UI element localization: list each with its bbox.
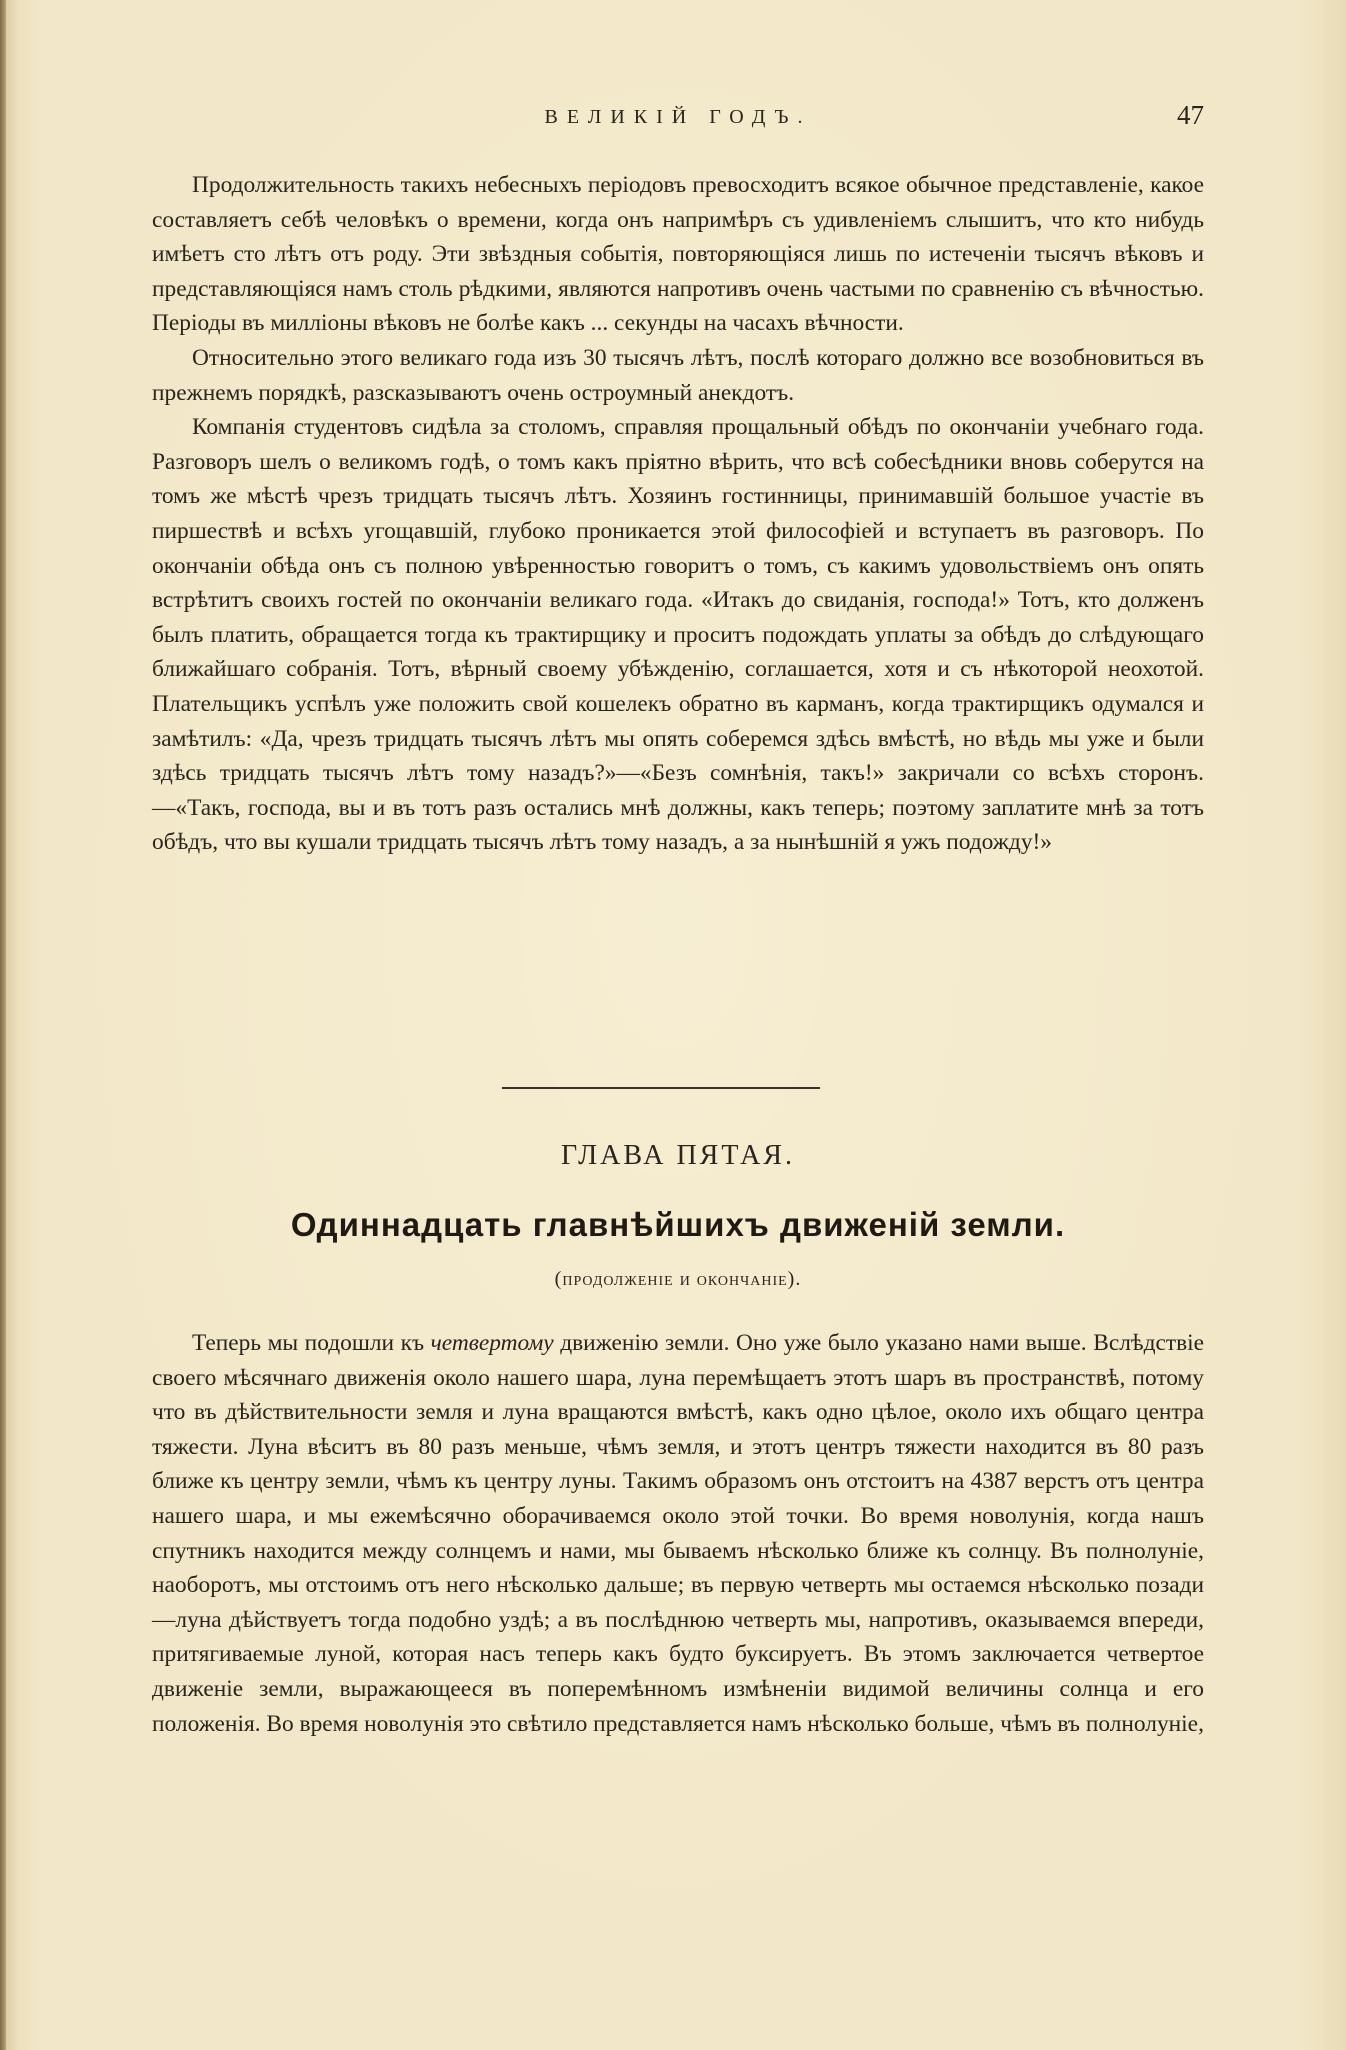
paragraph: Компанія студентовъ сидѣла за столомъ, справляя прощальный обѣдъ по окончаніи учебнаго года. Разговоръ шелъ о великомъ годѣ, о томъ какъ пріятно вѣрить, что всѣ собесѣдники вновь соберутся на томъ же мѣстѣ чрезъ тридцать тысячъ лѣтъ. Хозяинъ гостинницы, принимавшій большое участіе въ пиршествѣ и всѣхъ угощавшій, глубоко проникается этой философіей и вступаетъ въ разговоръ. По окончаніи обѣда онъ съ полною увѣренностью говоритъ о томъ, съ какимъ удовольствіемъ онъ опять встрѣтитъ своихъ гостей по окончаніи великаго года. «Итакъ до свиданія, господа!» Тотъ, кто долженъ былъ платить, обращается тогда къ трактирщику и проситъ подождать уплаты за обѣдъ до слѣдующаго ближайшаго собранія. Тотъ, вѣрный своему убѣжденію, соглашается, хотя и съ нѣкоторой неохотой. Плательщикъ успѣлъ уже положить свой кошелекъ обратно въ карманъ, когда трактирщикъ одумался и замѣтилъ: «Да, чрезъ тридцать тысячъ лѣтъ мы опять соберемся здѣсь вмѣстѣ, но вѣдь мы уже и были здѣсь тридцать тысячъ лѣтъ тому назадъ?»—«Безъ сомнѣнія, такъ!» закричали со всѣхъ сторонъ.—«Такъ, господа, вы и въ тотъ разъ остались мнѣ должны, какъ теперь; поэтому заплатите мнѣ за тотъ обѣдъ, что вы кушали тридцать тысячъ лѣтъ тому назадъ, а за нынѣшній я ужъ подожду!»	[152, 414, 1204, 856]
paragraph	[152, 1326, 1204, 1741]
chapter-title: Одиннадцать главнѣйшихъ движеній земли.	[290, 1206, 1066, 1243]
section-fourth-motion	[152, 1326, 1204, 1741]
section-divider	[502, 1087, 820, 1089]
paragraph-lead: Теперь мы подошли къ	[192, 1330, 431, 1356]
page-spine-edge	[0, 0, 6, 2050]
italic-emphasis: четвертому	[430, 1330, 554, 1356]
paragraph: Относительно этого великаго года изъ 30 тысячъ лѣтъ, послѣ котораго должно все возобновиться въ прежнемъ порядкѣ, разсказываютъ очень остроумный анекдотъ.	[152, 344, 1204, 406]
chapter-subtitle: (продолженіе и окончаніе).	[554, 1268, 802, 1290]
section-great-year	[152, 168, 1204, 860]
running-head	[152, 100, 1204, 136]
running-title: ВЕЛИКІЙ ГОДЪ.	[544, 106, 812, 128]
paragraph: Продолжительность такихъ небесныхъ періодовъ превосходитъ всякое обычное представленіе, какое составляетъ себѣ человѣкъ о времени, когда онъ напримѣръ съ удивленіемъ слышитъ, что кто нибудь имѣетъ сто лѣтъ отъ роду. Эти звѣздныя событія, повторяющіяся лишь по истеченіи тысячъ вѣковъ и представляющіяся намъ столь рѣдкими, являются напротивъ очень частыми по сравненію съ вѣчностью. Періоды въ милліоны вѣковъ не болѣе какъ ... секунды на часахъ вѣчности.	[152, 172, 1204, 337]
chapter-label: ГЛАВА ПЯТАЯ.	[561, 1140, 795, 1171]
paragraph-rest: движенію земли. Оно уже было указано нами выше. Вслѣдствіе своего мѣсячнаго движенія около нашего шара, луна перемѣщаетъ этотъ шаръ въ пространствѣ, потому что въ дѣйствительности земля и луна вращаются вмѣстѣ, какъ одно цѣлое, около ихъ общаго центра тяжести. Луна вѣситъ въ 80 разъ меньше, чѣмъ земля, и этотъ центръ тяжести находится въ 80 разъ ближе къ центру земли, чѣмъ къ центру луны. Такимъ образомъ онъ отстоитъ на 4387 верстъ отъ центра нашего шара, и мы ежемѣсячно оборачиваемся около этой точки. Во время новолунія, когда нашъ спутникъ находится между солнцемъ и нами, мы бываемъ нѣсколько ближе къ солнцу. Въ полнолуніе, наоборотъ, мы отстоимъ отъ него нѣсколько дальше; въ первую четверть мы остаемся нѣсколько позади—луна дѣйствуетъ тогда подобно уздѣ; а въ послѣднюю четверть мы, напротивъ, оказываемся впереди, притягиваемые луной, которая насъ теперь какъ будто буксируетъ. Въ этомъ заключается четвертое движеніе земли, выражающееся въ поперемѣнномъ измѣненіи видимой величины солнца и его положенія. Во время новолунія это свѣтило представляется намъ нѣсколько больше, чѣмъ въ полнолуніе,	[152, 1330, 1205, 1737]
page-number: 47	[1177, 100, 1204, 130]
